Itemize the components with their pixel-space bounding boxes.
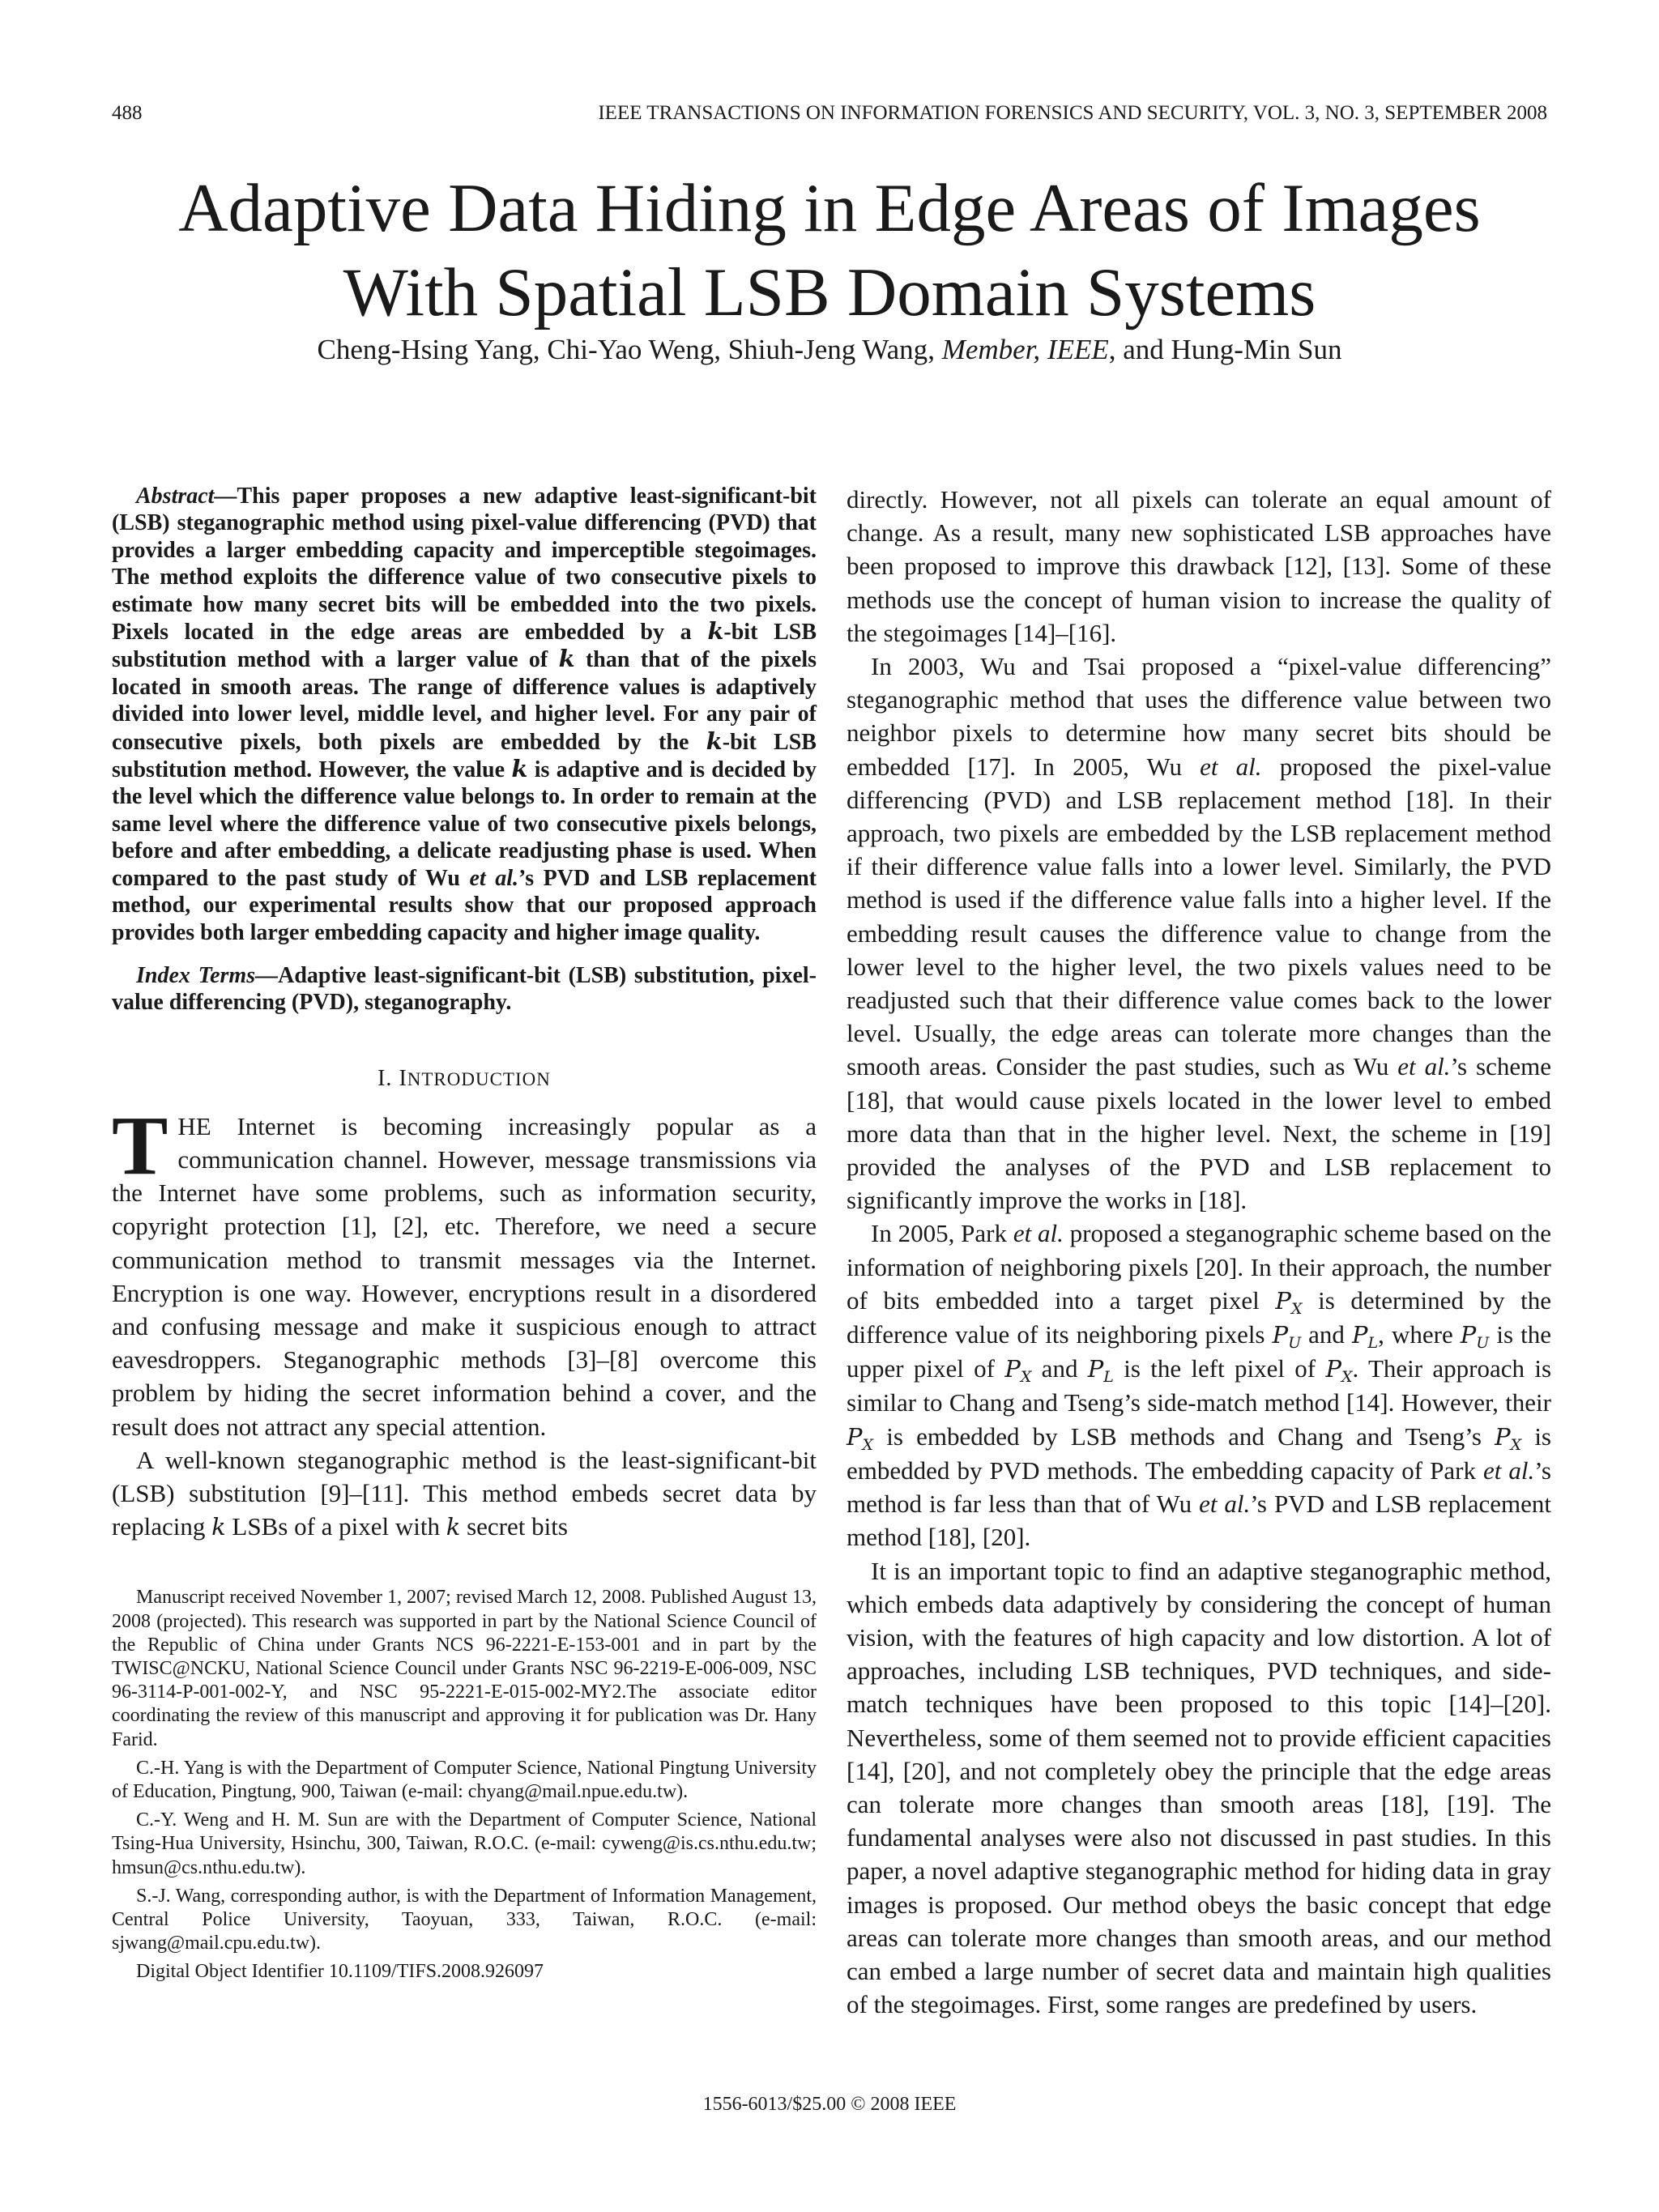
- math-symbol: P: [1275, 1286, 1291, 1315]
- paragraph-text: In 2005, Park: [871, 1219, 1013, 1248]
- abstract-text: is adaptive and is decided by the level which the difference value belongs to. In order to remain at the same level where the difference value of two consecutive pixels belongs, before and after embedding, a delicate readjusting phase is used. When compared to the past study of Wu: [112, 757, 817, 891]
- math-subscript: X: [1290, 1299, 1303, 1318]
- math-px: [1495, 1422, 1522, 1454]
- math-subscript: U: [1476, 1334, 1490, 1353]
- math-px: [1275, 1286, 1303, 1318]
- intro-paragraph-2: [112, 1443, 817, 1545]
- paragraph-text: and: [1301, 1320, 1353, 1349]
- paragraph-text: is embedded by PVD methods. The embedding capacity of Park: [847, 1421, 1551, 1485]
- math-subscript: X: [1510, 1435, 1522, 1454]
- footnotes: [112, 1586, 817, 1984]
- math-pl: [1352, 1321, 1379, 1353]
- math-symbol: P: [1460, 1321, 1477, 1349]
- et-al: et al.: [1013, 1219, 1064, 1248]
- paragraph-text: ’s PVD and LSB replacement method [18], [20].: [847, 1490, 1551, 1552]
- math-subscript: U: [1288, 1334, 1302, 1353]
- et-al: et al.: [1199, 1490, 1251, 1519]
- body-paragraph-1: directly. However, not all pixels can tolerate an equal amount of change. As a result, many new sophisticated LSB approaches have been proposed to improve this drawback [12], [13]. Some of these methods use the concept of human vision to increase the quality of the stegoimages [14]–[16].: [847, 485, 1551, 647]
- paragraph-text: In 2003, Wu and Tsai proposed a “pixel-value differencing” steganographic method that uses the difference value between two neighbor pixels to determine how many secret bits should be embedded [17]. In 2005, Wu: [847, 652, 1551, 781]
- paragraph-text: proposed a steganographic scheme based on the information of neighboring pixels [20]. In their approach, the number of bits embedded into a target pixel: [847, 1219, 1551, 1315]
- section-heading-introduction: [112, 1065, 817, 1093]
- math-k: k: [211, 1513, 226, 1541]
- paragraph-text: is determined by the difference value of its neighboring pixels: [847, 1285, 1551, 1349]
- math-subscript: L: [1367, 1334, 1379, 1353]
- footnote-doi: Digital Object Identifier 10.1109/TIFS.2008.926097: [136, 1961, 544, 1983]
- footnote-author-yang: C.-H. Yang is with the Department of Computer Science, National Pingtung University of Education, Pingtung, 900, Taiwan (e-mail: chyang@mail.npue.edu.tw).: [112, 1757, 817, 1802]
- journal-header: IEEE TRANSACTIONS ON INFORMATION FORENSICS AND SECURITY, VOL. 3, NO. 3, SEPTEMBER 2008: [598, 102, 1547, 124]
- math-symbol: P: [1272, 1321, 1289, 1349]
- abstract-text: This paper proposes a new adaptive least-significant-bit (LSB) steganographic method using pixel-value differencing (PVD) that provides a larger embedding capacity and imperceptible stegoimages. The method exploits the difference value of two consecutive pixels to estimate how many secret bits will be embedded into the two pixels. Pixels located in the edge areas are embedded by a: [112, 484, 817, 646]
- math-symbol: P: [847, 1422, 863, 1451]
- paragraph-text: secret bits: [460, 1512, 568, 1541]
- abstract-text: ’s PVD and LSB replacement method, our experimental results show that our proposed approach provides both larger embedding capacity and higher image quality.: [112, 865, 817, 945]
- paragraph-text: ’s scheme [18], that would cause pixels located in the lower level to embed more data than that in the higher level. Next, the scheme in [19] provided the analyses of the PVD and LSB replacement to significantly improve the works in [18].: [847, 1052, 1551, 1215]
- abstract-label: Abstract—: [136, 484, 237, 509]
- paragraph-text: A well-known steganographic method is the least-significant-bit (LSB) substitution [9]–[11]. This method embeds secret data by replacing: [112, 1445, 817, 1541]
- math-k: k: [706, 727, 723, 755]
- page-number: 488: [112, 102, 143, 124]
- author-names: Cheng-Hsing Yang, Chi-Yao Weng, Shiuh-Jeng Wang: [317, 334, 928, 365]
- math-k: k: [511, 755, 528, 783]
- body-paragraph-3: [847, 1217, 1551, 1554]
- math-symbol: P: [1495, 1422, 1511, 1451]
- index-terms-text: Adaptive least-significant-bit (LSB) substitution, pixel-value differencing (PVD), steganography.: [112, 962, 817, 1016]
- footnote-author-wang: S.-J. Wang, corresponding author, is with the Department of Information Management, Central Police University, Taoyuan, 333, Taiwan, R.O.C. (e-mail: sjwang@mail.cpu.edu.tw).: [112, 1885, 817, 1954]
- paragraph-text: is the left pixel of: [1113, 1354, 1326, 1383]
- et-al: et al.: [1483, 1455, 1535, 1485]
- paragraph-text: LSBs of a pixel with: [225, 1512, 446, 1541]
- math-px: [1004, 1355, 1032, 1387]
- abstract-text: -bit LSB substitution method with a larger value of: [112, 620, 817, 673]
- index-terms-label: Index Terms—: [136, 962, 279, 988]
- section-numeral: I.: [377, 1065, 399, 1091]
- copyright-footer: 1556-6013/$25.00 © 2008 IEEE: [702, 2094, 957, 2115]
- body-paragraph-4: It is an important topic to find an adaptive steganographic method, which embeds data adaptively by considering the concept of human vision, with the features of high capacity and low distortion. A lot of approaches, including LSB techniques, PVD techniques, and side-match techniques have been proposed to this topic [14]–[20]. Nevertheless, some of them seemed not to provide efficient capacities [14], [20], and not completely obey the principle that the edge areas can tolerate more changes than smooth areas [18], [19]. The fundamental analyses were also not discussed in past studies. In this paper, a novel adaptive steganographic method for hiding data in gray images is proposed. Our method obeys the basic concept that edge areas can tolerate more changes than smooth areas, and our method can embed a large number of secret data and maintain high qualities of the stegoimages. First, some ranges are predefined by users.: [847, 1556, 1551, 2019]
- math-symbol: P: [1004, 1355, 1021, 1383]
- author-list: Cheng-Hsing Yang, Chi-Yao Weng, Shiuh-Jeng Wang, Member, IEEE, and Hung-Min Sun: [317, 334, 1342, 365]
- math-symbol: P: [1087, 1355, 1104, 1383]
- math-k: k: [446, 1513, 461, 1541]
- math-subscript: X: [1341, 1368, 1353, 1387]
- left-column: [112, 483, 817, 1989]
- paragraph-text: . Their approach is similar to Chang and Tseng’s side-match method [14]. However, their: [847, 1354, 1552, 1417]
- paragraph-text: ’s method is far less than that of Wu: [847, 1455, 1551, 1519]
- math-symbol: P: [1325, 1355, 1341, 1383]
- abstract-text: -bit LSB substitution method. However, the value: [112, 729, 817, 783]
- math-subscript: X: [1020, 1368, 1032, 1387]
- body-paragraph-2: [847, 650, 1551, 1217]
- math-k: k: [707, 617, 724, 646]
- math-subscript: X: [862, 1435, 874, 1454]
- abstract: [112, 483, 817, 946]
- running-header: [112, 97, 1547, 130]
- footnote-author-weng-sun: C.-Y. Weng and H. M. Sun are with the Department of Computer Science, National Tsing-Hua University, Hsinchu, 300, Taiwan, R.O.C. (e-mail: cyweng@is.cs.nthu.edu.tw; hmsun@cs.nthu.edu.tw).: [112, 1809, 817, 1878]
- title-line-2: With Spatial LSB Domain Systems: [343, 254, 1316, 330]
- paragraph-text: is embedded by LSB methods and Chang and Tseng’s: [873, 1421, 1495, 1451]
- paragraph-text: is the upper pixel of: [847, 1320, 1551, 1383]
- title-line-1: Adaptive Data Hiding in Edge Areas of Images: [178, 170, 1481, 246]
- intro-paragraph-1: [112, 1098, 817, 1443]
- paper-title: [65, 166, 1594, 335]
- paragraph-text: , where: [1378, 1320, 1461, 1349]
- right-column: [847, 483, 1551, 2021]
- math-k: k: [558, 645, 575, 673]
- paragraph-text: proposed the pixel-value differencing (PVD) and LSB replacement method [18]. In their approach, two pixels are embedded by the LSB replacement method if their difference value falls into a lower level. Similarly, the PVD method is used if the difference value falls into a higher level. If the embedding result causes the difference value to change from the lower level to the higher level, the two pixels values need to be readjusted such that their difference value comes back to the lower level. Usually, the edge areas can tolerate more changes than the smooth areas. Consider the past studies, such as Wu: [847, 752, 1551, 1081]
- math-pl: [1087, 1355, 1114, 1387]
- math-pu: [1460, 1321, 1490, 1353]
- math-px: [847, 1422, 874, 1454]
- math-subscript: L: [1103, 1368, 1114, 1387]
- math-px: [1325, 1355, 1353, 1387]
- author-last: , and Hung-Min Sun: [1108, 334, 1342, 365]
- math-pu: [1272, 1321, 1302, 1353]
- abstract-et-al: et al.: [469, 865, 518, 891]
- index-terms: [112, 962, 817, 1016]
- abstract-text: than that of the pixels located in smooth areas. The range of difference values is adaptively divided into lower level, middle level, and higher level. For any pair of consecutive pixels, both pixels are embedded by the: [112, 647, 817, 755]
- author-membership: Member, IEEE: [941, 334, 1109, 365]
- section-heading-initial: I: [399, 1065, 407, 1091]
- et-al: et al.: [1200, 752, 1262, 781]
- et-al: et al.: [1397, 1052, 1451, 1081]
- paragraph-text: HE Internet is becoming increasingly popular as a communication channel. However, message transmissions via the Internet have some problems, such as information security, copyright protection [1], [2], etc. Therefore, we need a secure communication method to transmit messages via the Internet. Encryption is one way. However, encryptions result in a disordered and confusing message and make it suspicious enough to attract eavesdroppers. Steganographic methods [3]–[8] overcome this problem by hiding the secret information behind a cover, and the result does not attract any special attention.: [112, 1111, 817, 1441]
- footnote-manuscript: Manuscript received November 1, 2007; revised March 12, 2008. Published August 13, 2008 (projected). This research was supported in part by the National Science Council of the Republic of China under Grants NCS 96-2221-E-153-001 and in part by the TWISC@NCKU, National Science Council under Grants NSC 96-2219-E-006-009, NSC 96-3114-P-001-002-Y, and NSC 95-2221-E-015-002-MY2.The associate editor coordinating the review of this manuscript and approving it for publication was Dr. Hany Farid.: [112, 1587, 817, 1750]
- paragraph-text: and: [1031, 1354, 1088, 1383]
- math-symbol: P: [1352, 1321, 1368, 1349]
- drop-cap: T: [112, 1098, 168, 1192]
- section-heading-rest: NTRODUCTION: [407, 1068, 551, 1089]
